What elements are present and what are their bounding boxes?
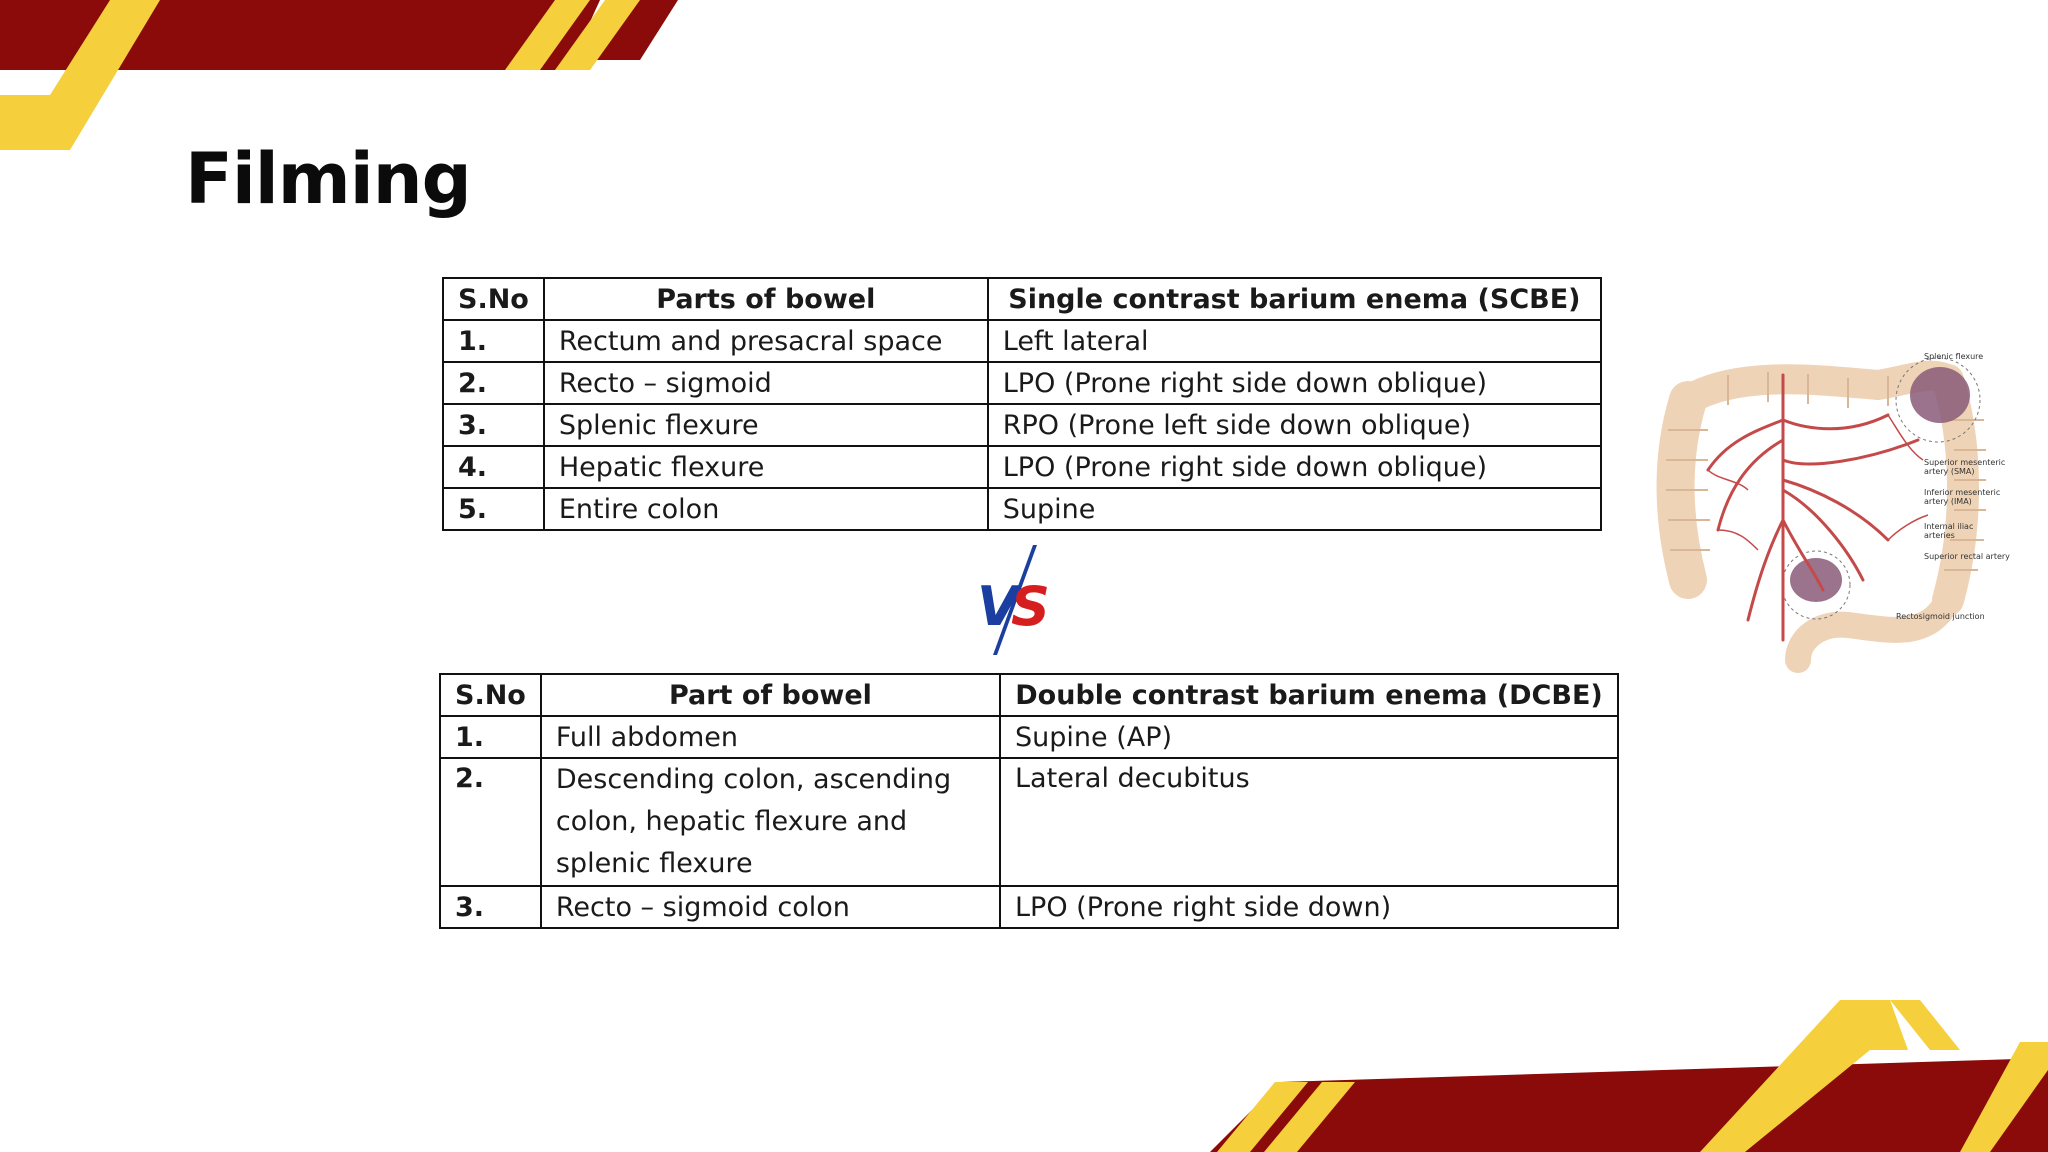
cell-part: Entire colon (544, 488, 988, 530)
table-row (443, 362, 1601, 404)
cell-sno: 5. (443, 488, 544, 530)
cell-position: LPO (Prone right side down oblique) (988, 362, 1601, 404)
cell-sno: 2. (443, 362, 544, 404)
dcbe-table (439, 673, 1619, 929)
table-header-row (440, 674, 1618, 716)
cell-position: LPO (Prone right side down) (1000, 886, 1618, 928)
cell-position: RPO (Prone left side down oblique) (988, 404, 1601, 446)
colon-anatomy-illustration (1648, 340, 2028, 684)
top-left-banner (0, 0, 700, 160)
table-row (440, 886, 1618, 928)
label-splenic-flexure: Splenic flexure (1924, 352, 1984, 361)
label-internal-iliac: Internal iliac arteries (1924, 522, 1974, 540)
table-row (440, 758, 1618, 886)
header-sno: S.No (443, 278, 544, 320)
table-row (443, 404, 1601, 446)
cell-part: Descending colon, ascending colon, hepatic flexure and splenic flexure (541, 758, 1000, 886)
versus-s: S (1011, 575, 1050, 638)
header-position: Double contrast barium enema (DCBE) (1000, 674, 1618, 716)
cell-position: Supine (AP) (1000, 716, 1618, 758)
cell-position: Supine (988, 488, 1601, 530)
table-header-row (443, 278, 1601, 320)
header-sno: S.No (440, 674, 541, 716)
cell-sno: 2. (440, 758, 541, 886)
cell-part: Rectum and presacral space (544, 320, 988, 362)
cell-part: Recto – sigmoid colon (541, 886, 1000, 928)
cell-sno: 3. (443, 404, 544, 446)
scbe-table (442, 277, 1602, 531)
table-row (440, 716, 1618, 758)
cell-part: Full abdomen (541, 716, 1000, 758)
bottom-right-banner (1200, 990, 2048, 1152)
label-rectosigmoid: Rectosigmoid junction (1896, 612, 1985, 621)
label-ima: Inferior mesenteric artery (IMA) (1924, 488, 2001, 506)
versus-v: V (977, 575, 1019, 638)
cell-sno: 3. (440, 886, 541, 928)
cell-sno: 4. (443, 446, 544, 488)
slide-title: Filming (185, 138, 471, 220)
header-position: Single contrast barium enema (SCBE) (988, 278, 1601, 320)
label-superior-rectal: Superior rectal artery (1924, 552, 2010, 561)
cell-position: LPO (Prone right side down oblique) (988, 446, 1601, 488)
table-row (443, 446, 1601, 488)
table-row (443, 320, 1601, 362)
cell-position: Lateral decubitus (1000, 758, 1618, 886)
label-sma: Superior mesenteric artery (SMA) (1924, 458, 2006, 476)
cell-part: Splenic flexure (544, 404, 988, 446)
cell-sno: 1. (440, 716, 541, 758)
cell-part: Recto – sigmoid (544, 362, 988, 404)
cell-position: Left lateral (988, 320, 1601, 362)
header-part: Parts of bowel (544, 278, 988, 320)
cell-part: Hepatic flexure (544, 446, 988, 488)
header-part: Part of bowel (541, 674, 1000, 716)
table-row (443, 488, 1601, 530)
colon-illustration (1648, 340, 2028, 680)
versus-label: VS (975, 545, 977, 546)
cell-sno: 1. (443, 320, 544, 362)
versus-icon (975, 545, 1055, 655)
